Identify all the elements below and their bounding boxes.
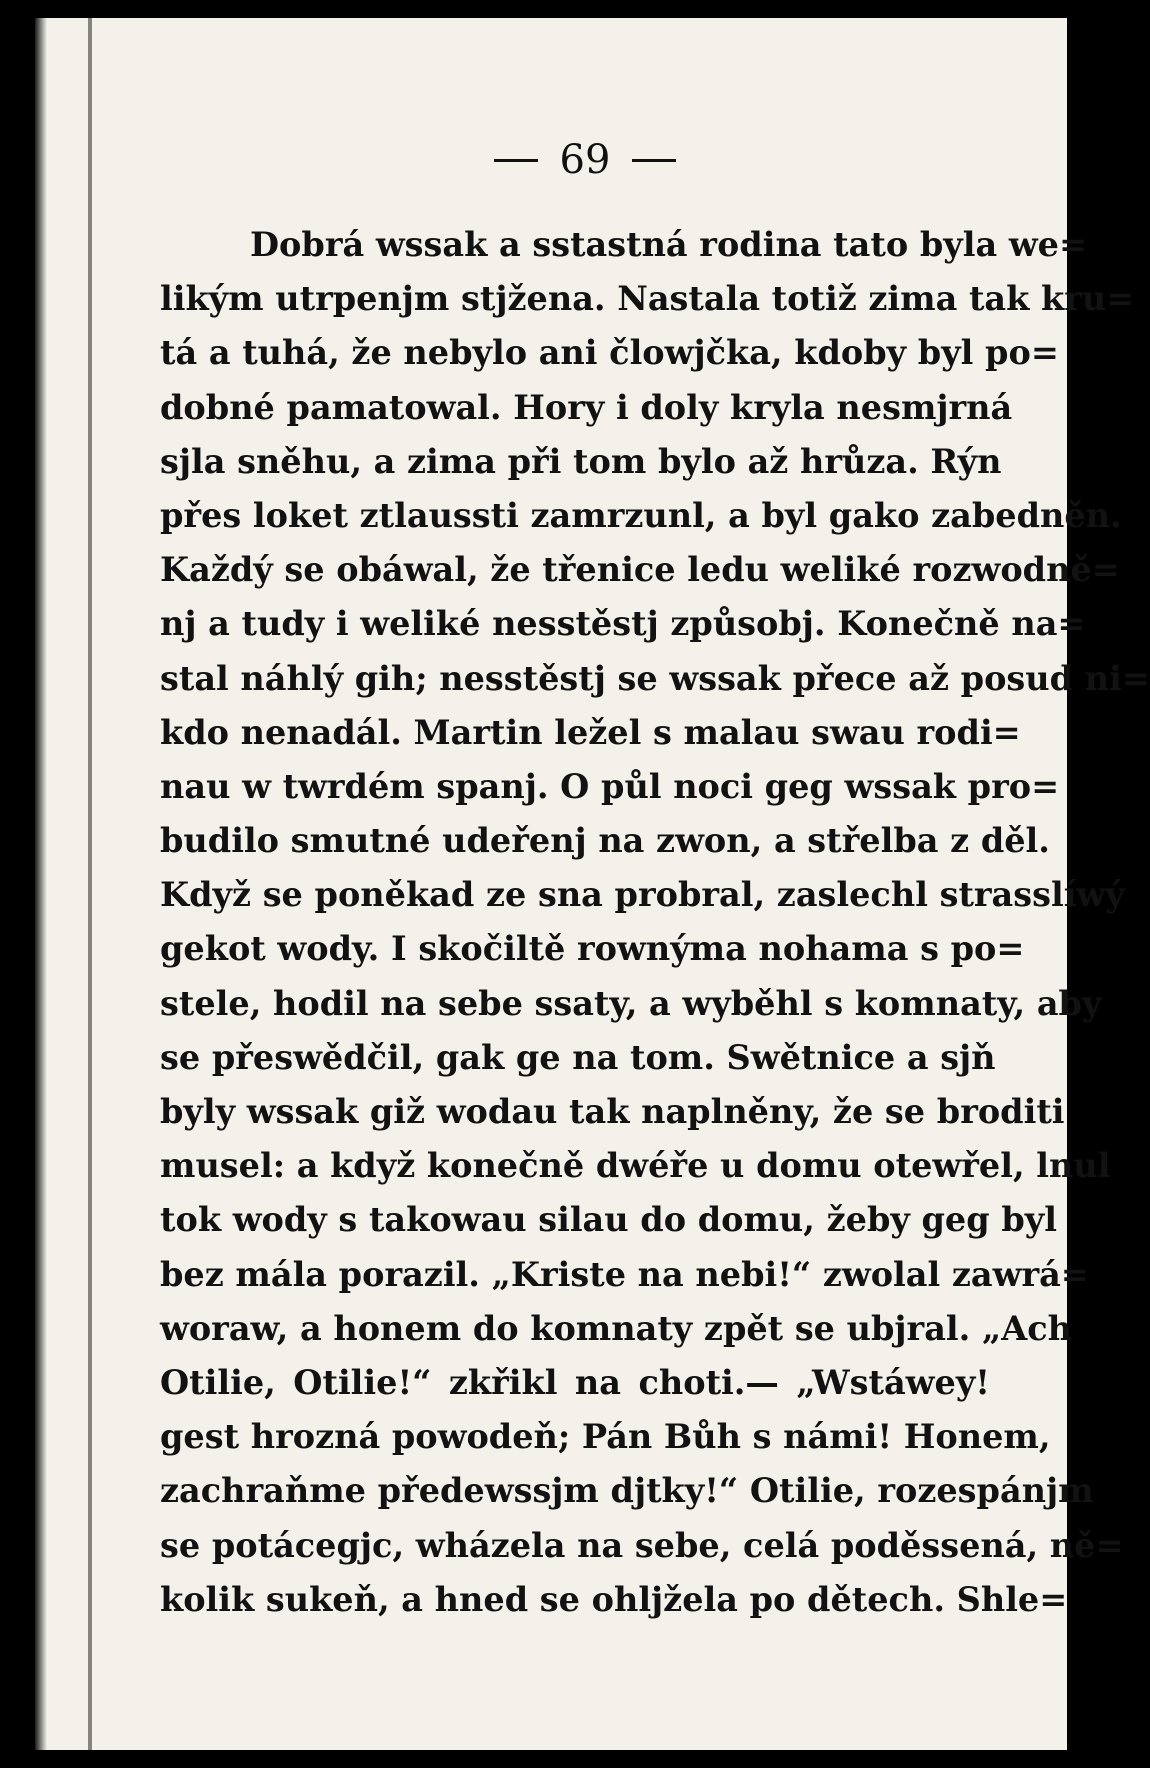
text-line: stal náhlý gih; nesstěstj se wssak přece až posud ni=: [160, 658, 1150, 698]
text-line: zachraňme předewssjm djtky!“ Otilie, rozespánjm: [160, 1471, 1094, 1511]
page-number: 69: [559, 137, 611, 183]
binding-line: [88, 18, 92, 1750]
page-header: [470, 130, 700, 190]
body-text: [160, 218, 1150, 1627]
text-line: dobné pamatowal. Hory i doly kryla nesmjrná: [160, 387, 1013, 427]
text-line: kdo nenadál. Martin ležel s malau swau rodi=: [160, 712, 1021, 752]
text-line: Když se poněkad ze sna probral, zaslechl strasslíwý: [160, 875, 1125, 915]
text-line: se přeswědčil, gak ge na tom. Swětnice a sjň: [160, 1037, 996, 1077]
text-line: se potácegjc, wházela na sebe, celá poděssená, ně=: [160, 1525, 1124, 1565]
text-line: gekot wody. I skočiltě rownýma nohama s po=: [160, 929, 1025, 969]
text-line: přes loket ztlaussti zamrzunl, a byl gako zabedněn.: [160, 495, 1122, 535]
text-line: tok wody s takowau silau do domu, žeby geg byl: [160, 1200, 1057, 1240]
text-line: bez mála porazil. „Kriste na nebi!“ zwolal zawrá=: [160, 1254, 1089, 1294]
text-line: woraw, a honem do komnaty zpět se ubjral. „Ach: [160, 1308, 1072, 1348]
text-line: likým utrpenjm stjžena. Nastala totiž zima tak kru=: [160, 279, 1135, 319]
text-line: byly wssak giž wodau tak naplněny, že se broditi: [160, 1092, 1065, 1131]
text-line: nj a tudy i weliké nesstěstj způsobj. Konečně na=: [160, 604, 1086, 644]
text-line: kolik sukeň, a hned se ohljžela po dětech. Shle=: [160, 1579, 1068, 1619]
text-line: Otilie, Otilie!“ zkřikl na choti.— „Wstáwey!: [160, 1362, 990, 1402]
text-line: Každý se obáwal, že třenice ledu weliké rozwodně=: [160, 550, 1120, 590]
text-line: nau w twrdém spanj. O půl noci geg wssak pro=: [160, 766, 1060, 806]
text-line: stele, hodil na sebe ssaty, a wyběhl s komnaty, aby: [160, 983, 1102, 1023]
header-dash-left: [494, 159, 538, 162]
text-line: musel: a když konečně dwéře u domu otewřel, lnul: [160, 1146, 1111, 1186]
text-line: sjla sněhu, a zima při tom bylo až hrůza. Rýn: [160, 441, 1002, 481]
text-line: tá a tuhá, že nebylo ani člowjčka, kdoby byl po=: [160, 333, 1059, 373]
page-edge-shadow: [35, 18, 47, 1750]
text-line: Dobrá wssak a sstastná rodina tato byla we=: [250, 225, 1088, 264]
text-line: budilo smutné udeřenj na zwon, a střelba z děl.: [160, 821, 1050, 861]
text-line: gest hrozná powodeň; Pán Bůh s námi! Honem,: [160, 1417, 1051, 1457]
header-dash-right: [632, 159, 676, 162]
